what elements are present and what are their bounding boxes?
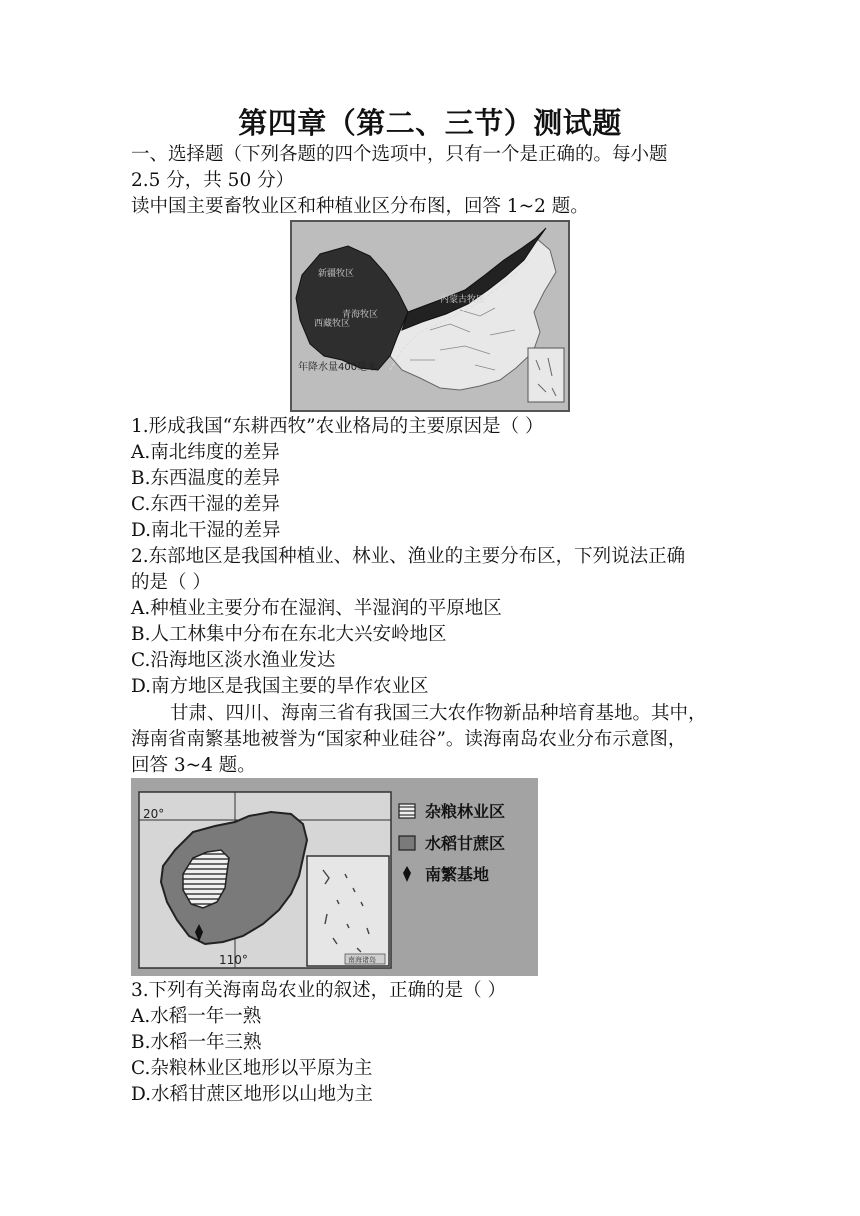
map1-label-tibet: 西藏牧区: [314, 319, 351, 329]
legend-label-nanfan: 南繁基地: [425, 865, 490, 884]
china-map-graphic: [290, 220, 570, 412]
map1-label-qinghai: 青海牧区: [342, 310, 379, 320]
section-header-line2: 2.5 分，共 50 分）: [131, 170, 295, 191]
map1-label-xinjiang: 新疆牧区: [318, 269, 355, 279]
q2-option-b: B.人工林集中分布在东北大兴安岭地区: [131, 624, 447, 645]
q1-option-d: D.南北干湿的差异: [131, 520, 281, 541]
q3-option-c: C.杂粮林业区地形以平原为主: [131, 1058, 373, 1079]
map1-legend-text: 年降水量400毫米: [298, 362, 378, 373]
lat-label: 20°: [143, 807, 165, 821]
legend-swatch-rice-sugarcane: [399, 836, 415, 850]
q1-option-b: B.东西温度的差异: [131, 468, 280, 489]
q2-stem-line1: 2.东部地区是我国种植业、林业、渔业的主要分布区，下列说法正确: [131, 546, 686, 567]
q2-option-d: D.南方地区是我国主要的旱作农业区: [131, 676, 429, 697]
q2-stem-line2: 的是（ ）: [131, 572, 211, 593]
hainan-map-graphic: [131, 778, 538, 976]
q1-option-a: A.南北纬度的差异: [131, 442, 280, 463]
page-title: 第四章（第二、三节）测试题: [238, 106, 622, 140]
q2-option-a: A.种植业主要分布在湿润、半湿润的平原地区: [131, 598, 502, 619]
q3-option-a: A.水稻一年一熟: [131, 1006, 262, 1027]
hainan-agriculture-map: [131, 778, 538, 976]
map1-intro: 读中国主要畜牧业区和种植业区分布图，回答 1~2 题。: [131, 196, 589, 217]
q3-option-d: D.水稻甘蔗区地形以山地为主: [131, 1084, 374, 1105]
legend-swatch-grain-forest: [399, 804, 415, 818]
inset-label: 南海诸岛: [348, 956, 376, 964]
map1-label-inner-mongolia: 内蒙古牧区: [440, 295, 486, 305]
legend-label-rice-sugarcane: 水稻甘蔗区: [425, 834, 506, 853]
q3-stem: 3.下列有关海南岛农业的叙述，正确的是（ ）: [131, 980, 507, 1001]
q3-option-b: B.水稻一年三熟: [131, 1032, 262, 1053]
legend-label-grain-forest: 杂粮林业区: [425, 802, 506, 821]
passage-line1: 甘肃、四川、海南三省有我国三大农作物新品种培育基地。其中，: [170, 703, 707, 724]
q1-stem: 1.形成我国“东耕西牧”农业格局的主要原因是（ ）: [131, 416, 544, 437]
passage-line3: 回答 3~4 题。: [131, 755, 256, 776]
section-header-line1: 一、选择题（下列各题的四个选项中，只有一个是正确的。每小题: [131, 144, 668, 165]
china-agriculture-map: [290, 220, 570, 412]
lon-label: 110°: [219, 953, 248, 967]
passage-line2: 海南省南繁基地被誉为“国家种业硅谷”。读海南岛农业分布示意图，: [131, 729, 687, 750]
q2-option-c: C.沿海地区淡水渔业发达: [131, 650, 336, 671]
q1-option-c: C.东西干湿的差异: [131, 494, 280, 515]
